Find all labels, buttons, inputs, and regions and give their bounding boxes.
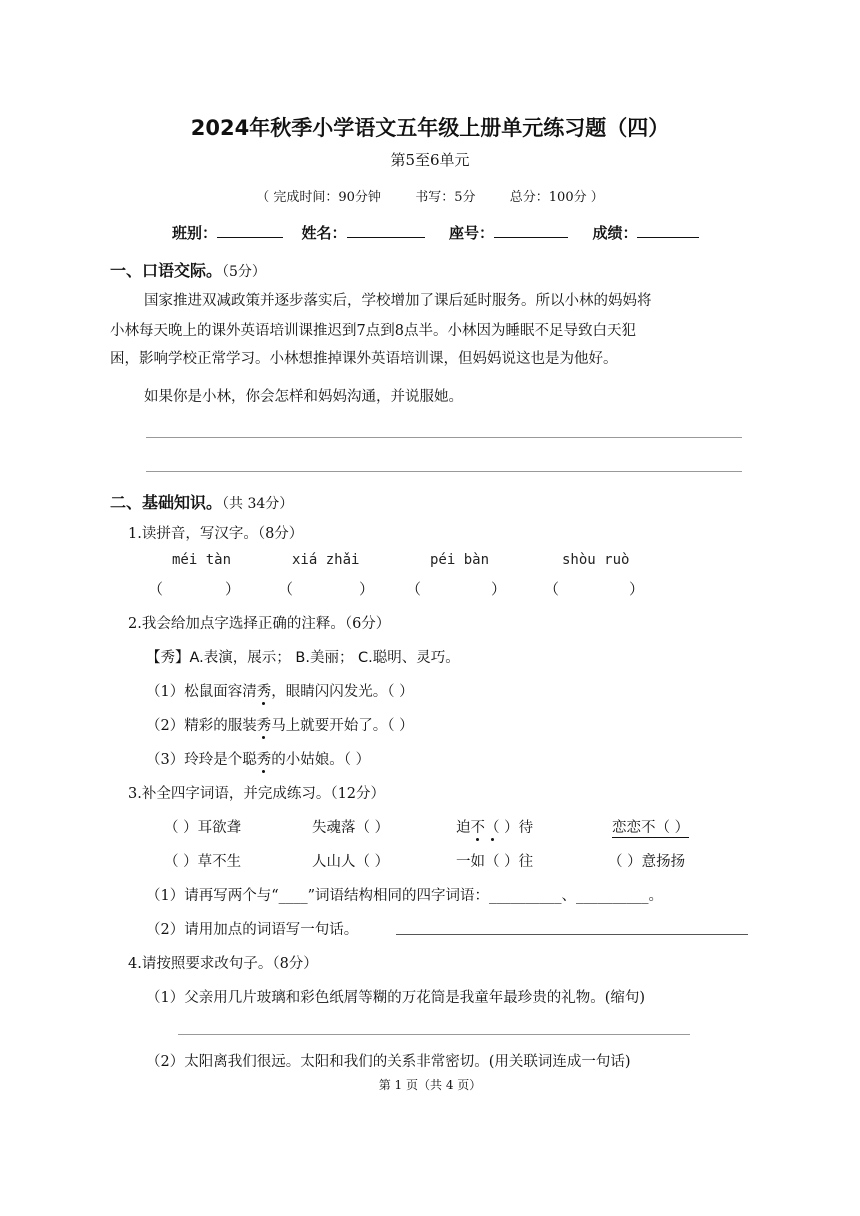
q3-title: 3.补全四字词语，并完成练习。（12分） <box>128 786 386 802</box>
idiom-5[interactable]: （ ）草不生 <box>164 854 242 870</box>
section1-points: （5分） <box>222 264 266 280</box>
q4-title: 4.请按照要求改句子。（8分） <box>128 956 318 972</box>
score-field[interactable] <box>637 223 699 238</box>
q2-options: 【秀】A.表演，展示； B.美丽； C.聪明、灵巧。 <box>146 650 460 666</box>
section1-para-line-1: 国家推进双减政策并逐步落实后，学校增加了课后延时服务。所以小林的妈妈将 <box>144 293 652 309</box>
pinyin-3: péi bàn <box>430 552 490 568</box>
time-limit: （ 完成时间：90分钟 <box>256 190 381 205</box>
answer-line[interactable] <box>396 934 748 935</box>
q1-title: 1.读拼音，写汉字。（8分） <box>128 526 304 542</box>
student-info-row <box>172 222 699 243</box>
idiom-3[interactable]: 迫不（ ）待 <box>456 820 534 836</box>
q4-sub1: （1）父亲用几片玻璃和彩色纸屑等糊的万花筒是我童年最珍贵的礼物。(缩句) <box>146 990 646 1006</box>
answer-box-1[interactable]: （ ） <box>148 580 241 598</box>
q3-sub1: （1）请再写两个与“____”词语结构相同的四字词语：__________、__________。 <box>146 888 664 904</box>
section1-title: 一、口语交际。 <box>110 261 223 280</box>
section1-para-line-2: 小林每天晚上的课外英语培训课推迟到7点到8点半。小林因为睡眠不足导致白天犯 <box>110 323 636 339</box>
q2-item-1: （1）松鼠面容清秀，眼睛闪闪发光。（ ） <box>146 684 414 700</box>
idiom-1[interactable]: （ ）耳欲聋 <box>164 820 242 836</box>
q2-item-2: （2）精彩的服装秀马上就要开始了。（ ） <box>146 718 414 734</box>
pinyin-2: xiá zhǎi <box>292 552 360 568</box>
writing-score: 书写：5分 <box>415 190 476 205</box>
idiom-8[interactable]: （ ）意扬扬 <box>608 854 686 870</box>
page-number: 第 1 页（共 4 页） <box>378 1078 482 1092</box>
pinyin-1: méi tàn <box>172 552 232 568</box>
page-title: 2024年秋季小学语文五年级上册单元练习题（四） <box>190 116 670 140</box>
exam-info <box>0 186 860 205</box>
name-field[interactable] <box>347 223 425 238</box>
q2-item-3: （3）玲玲是个聪秀的小姑娘。（ ） <box>146 752 371 768</box>
section2-title: 二、基础知识。 <box>110 493 223 512</box>
name-label: 姓名： <box>301 224 347 242</box>
q2-title: 2.我会给加点字选择正确的注释。（6分） <box>128 616 391 632</box>
idiom-4[interactable]: 恋恋不（ ） <box>612 816 689 838</box>
seat-label: 座号： <box>448 224 494 242</box>
q3-sub2: （2）请用加点的词语写一句话。 <box>146 922 359 938</box>
seat-field[interactable] <box>494 223 568 238</box>
idiom-7[interactable]: 一如（ ）往 <box>456 854 534 870</box>
answer-line[interactable] <box>146 471 742 472</box>
section1-heading <box>110 258 266 281</box>
class-label: 班别： <box>172 224 218 242</box>
answer-box-2[interactable]: （ ） <box>278 580 375 598</box>
score-label: 成绩： <box>592 224 638 242</box>
unit-range: 第5至6单元 <box>390 151 470 169</box>
answer-line[interactable] <box>146 437 742 438</box>
answer-box-4[interactable]: （ ） <box>544 580 645 598</box>
q4-sub2: （2）太阳离我们很远。太阳和我们的关系非常密切。(用关联词连成一句话) <box>146 1054 631 1070</box>
total-score: 总分：100分 ） <box>509 190 604 205</box>
pinyin-4: shòu ruò <box>562 552 630 568</box>
answer-box-3[interactable]: （ ） <box>406 580 507 598</box>
class-field[interactable] <box>217 223 283 238</box>
answer-line[interactable] <box>178 1034 690 1035</box>
section1-para-line-3: 困，影响学校正常学习。小林想推掉课外英语培训课，但妈妈说这也是为他好。 <box>110 351 618 367</box>
idiom-6[interactable]: 人山人（ ） <box>312 854 390 870</box>
section2-points: （共 34分） <box>222 496 294 512</box>
idiom-2[interactable]: 失魂落（ ） <box>312 820 390 836</box>
section1-question: 如果你是小林，你会怎样和妈妈沟通，并说服她。 <box>144 389 463 405</box>
section2-heading <box>110 490 293 513</box>
